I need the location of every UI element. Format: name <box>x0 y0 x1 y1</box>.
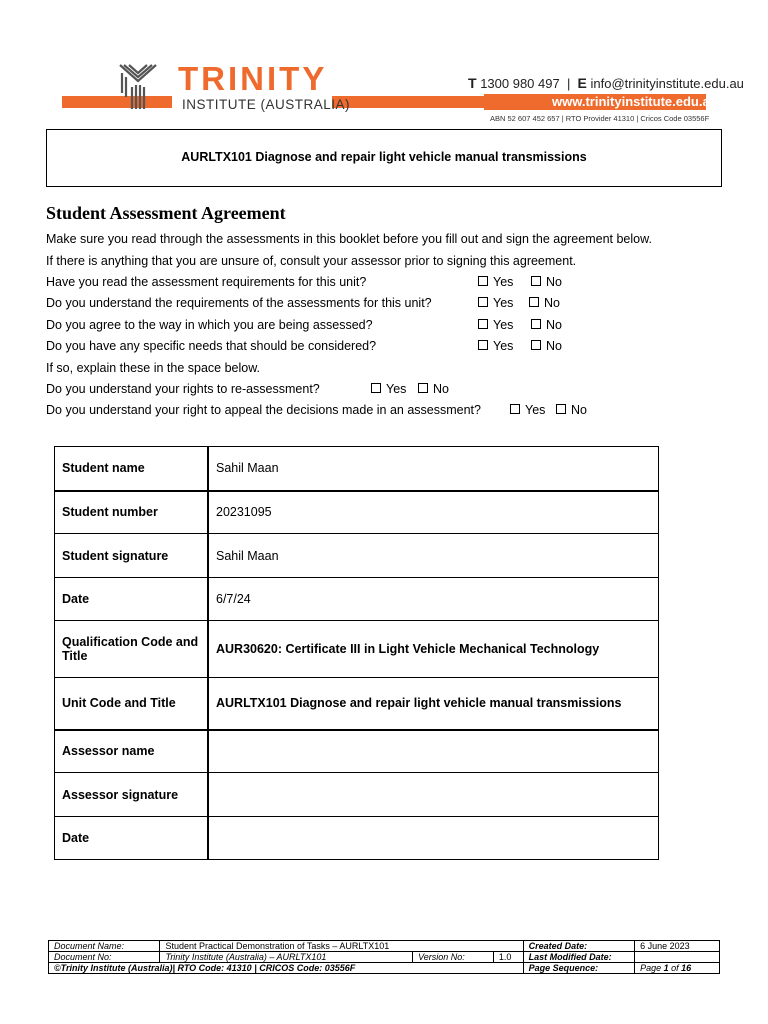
value-student-signature[interactable]: Sahil Maan <box>208 534 659 578</box>
value-assessor-date[interactable] <box>208 817 659 860</box>
footer-sequence-label: Page Sequence: <box>523 963 634 974</box>
phone-number[interactable]: 1300 980 497 <box>480 76 560 91</box>
table-row <box>55 578 659 621</box>
student-details-table <box>54 446 659 860</box>
footer-doc-name: Student Practical Demonstration of Tasks – AURLTX101 <box>160 941 523 952</box>
label-unit-code: Unit Code and Title <box>55 678 209 730</box>
footer-doc-no-label: Document No: <box>49 952 160 963</box>
intro-line-1: Make sure you read through the assessments in this booklet before you fill out and sign the agreement below. <box>46 232 652 246</box>
no-label: No <box>571 403 587 417</box>
q5-no-option[interactable] <box>418 382 449 396</box>
unit-title: AURLTX101 Diagnose and repair light vehicle manual transmissions <box>181 150 587 164</box>
page-title: Student Assessment Agreement <box>46 203 286 223</box>
page-total: 16 <box>681 963 692 973</box>
document-footer-table <box>48 940 720 974</box>
checkbox-icon <box>371 383 381 393</box>
question-2: Do you understand the requirements of the assessments for this unit? <box>46 296 432 310</box>
yes-label: Yes <box>386 382 407 396</box>
question-5: Do you understand your rights to re-assessment? <box>46 382 320 396</box>
footer-created-label: Created Date: <box>523 941 634 952</box>
unit-title-box <box>46 129 722 187</box>
checkbox-icon <box>529 297 539 307</box>
footer-page-sequence <box>635 963 720 974</box>
no-label: No <box>433 382 449 396</box>
table-row <box>55 817 659 860</box>
footer-version-label: Version No: <box>413 952 494 963</box>
q4-no-option[interactable] <box>531 339 562 353</box>
table-row <box>55 730 659 773</box>
value-date[interactable]: 6/7/24 <box>208 578 659 621</box>
yes-label: Yes <box>493 275 514 289</box>
footer-modified <box>635 952 720 963</box>
footer-row <box>49 952 720 963</box>
label-assessor-name: Assessor name <box>55 730 209 773</box>
footer-version: 1.0 <box>493 952 523 963</box>
checkbox-icon <box>418 383 428 393</box>
checkbox-icon <box>531 319 541 329</box>
checkbox-icon <box>531 276 541 286</box>
q1-yes-option[interactable] <box>478 275 513 289</box>
header-orange-bar-mid <box>332 96 484 108</box>
q3-no-option[interactable] <box>531 318 562 332</box>
label-student-signature: Student signature <box>55 534 209 578</box>
email-prefix: E <box>577 75 587 91</box>
checkbox-icon <box>510 404 520 414</box>
footer-created-date: 6 June 2023 <box>635 941 720 952</box>
footer-copyright: ©Trinity Institute (Australia)| RTO Code: 41310 | CRICOS Code: 03556F <box>49 963 524 974</box>
brand-name: TRINITY <box>178 60 328 97</box>
table-row <box>55 534 659 578</box>
label-student-number: Student number <box>55 491 209 534</box>
contact-line: T 1300 980 497 | E info@trinityinstitute.edu.au <box>468 75 744 91</box>
yes-label: Yes <box>493 339 514 353</box>
checkbox-icon <box>478 340 488 350</box>
question-explain: If so, explain these in the space below. <box>46 361 261 375</box>
q4-yes-option[interactable] <box>478 339 513 353</box>
q1-no-option[interactable] <box>531 275 562 289</box>
q6-yes-option[interactable] <box>510 403 545 417</box>
question-4: Do you have any specific needs that should be considered? <box>46 339 377 353</box>
intro-line-2: If there is anything that you are unsure of, consult your assessor prior to signing this agreement. <box>46 254 577 268</box>
label-date: Date <box>55 578 209 621</box>
of-word: of <box>671 963 679 973</box>
checkbox-icon <box>478 276 488 286</box>
value-student-name[interactable]: Sahil Maan <box>208 447 659 491</box>
value-unit-code[interactable]: AURLTX101 Diagnose and repair light vehicle manual transmissions <box>208 678 659 730</box>
phone-prefix: T <box>468 75 477 91</box>
label-student-name: Student name <box>55 447 209 491</box>
yes-label: Yes <box>493 318 514 332</box>
checkbox-icon <box>478 297 488 307</box>
value-qualification[interactable]: AUR30620: Certificate III in Light Vehicle Mechanical Technology <box>208 621 659 678</box>
question-6: Do you understand your right to appeal the decisions made in an assessment? <box>46 403 481 417</box>
table-row <box>55 491 659 534</box>
table-row <box>55 447 659 491</box>
no-label: No <box>546 318 562 332</box>
no-label: No <box>546 339 562 353</box>
table-row <box>55 678 659 730</box>
footer-row <box>49 941 720 952</box>
value-student-number[interactable]: 20231095 <box>208 491 659 534</box>
no-label: No <box>544 296 560 310</box>
page-number: 1 <box>663 963 669 973</box>
page-word: Page <box>640 963 662 973</box>
trinity-logo-icon <box>118 63 158 111</box>
footer-modified-label: Last Modified Date: <box>523 952 634 963</box>
question-3: Do you agree to the way in which you are being assessed? <box>46 318 373 332</box>
footer-row <box>49 963 720 974</box>
q6-no-option[interactable] <box>556 403 587 417</box>
q3-yes-option[interactable] <box>478 318 513 332</box>
value-assessor-name[interactable] <box>208 730 659 773</box>
footer-doc-no: Trinity Institute (Australia) – AURLTX101 <box>160 952 413 963</box>
footer-doc-name-label: Document Name: <box>49 941 160 952</box>
website-link[interactable]: www.trinityinstitute.edu.au <box>552 94 718 109</box>
registration-line: ABN 52 607 452 657 | RTO Provider 41310 | Cricos Code 03556F <box>490 114 710 123</box>
table-row <box>55 621 659 678</box>
brand-subtitle: INSTITUTE (AUSTRALIA) <box>182 97 351 112</box>
email-link[interactable]: info@trinityinstitute.edu.au <box>590 76 744 91</box>
label-qualification: Qualification Code and Title <box>55 621 209 678</box>
yes-label: Yes <box>525 403 546 417</box>
no-label: No <box>546 275 562 289</box>
checkbox-icon <box>556 404 566 414</box>
question-1: Have you read the assessment requirements for this unit? <box>46 275 367 289</box>
checkbox-icon <box>478 319 488 329</box>
q2-yes-option[interactable] <box>478 296 513 310</box>
value-assessor-signature[interactable] <box>208 773 659 817</box>
label-assessor-signature: Assessor signature <box>55 773 209 817</box>
table-row <box>55 773 659 817</box>
label-assessor-date: Date <box>55 817 209 860</box>
checkbox-icon <box>531 340 541 350</box>
q2-no-option[interactable] <box>529 296 560 310</box>
yes-label: Yes <box>493 296 514 310</box>
q5-yes-option[interactable] <box>371 382 406 396</box>
